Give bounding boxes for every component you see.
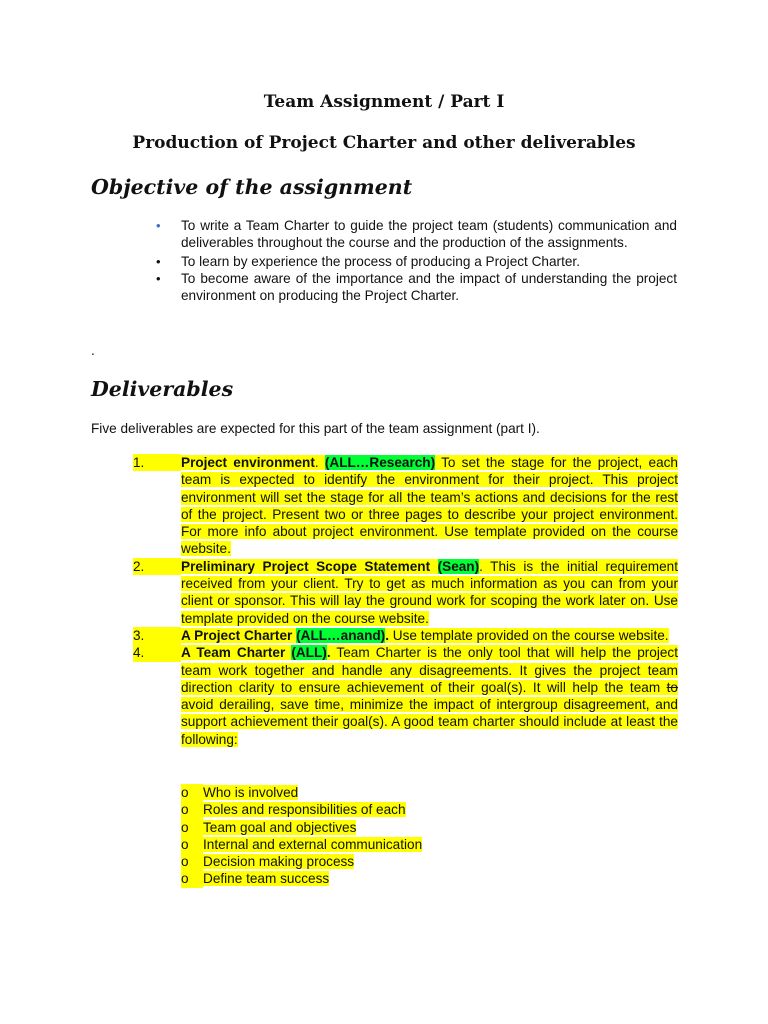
list-item-text: Define team success [203,871,330,887]
deliverable-item [133,454,678,558]
deliverable-title: A Project Charter [181,627,293,643]
list-item [181,870,422,887]
list-item [181,784,422,801]
list-item-text: Decision making process [203,854,355,870]
assignee-tag: (Sean) [437,558,480,574]
stray-period: . [91,343,95,358]
deliverable-description-cont: avoid derailing, save time, minimize the impact of intergroup disagreement, and support achievement their goal(s). A good team charter should include at least the following: [181,697,678,747]
deliverable-title: Preliminary Project Scope Statement [181,558,431,574]
deliverable-separator: . [314,455,325,470]
deliverables-intro: Five deliverables are expected for this part of the team assignment (part I). [91,421,540,436]
objective-item [151,270,677,304]
assignment-title: Team Assignment / Part I [263,92,505,112]
deliverable-separator [430,559,437,574]
circle-bullet-icon [181,853,203,870]
struck-text: to [666,679,678,695]
assignee-tag: (ALL…anand) [296,627,386,643]
objectives-list [151,217,677,304]
deliverable-number: 4. [133,644,181,661]
deliverable-description: Team Charter is the only tool that will help the project team work together and handle any disagreements. It gives the project team direction clarity to ensure achievement of their goal(s). It will help the team [181,645,678,695]
team-charter-items [181,784,422,888]
deliverables-heading: Deliverables [91,377,234,401]
deliverables-list [133,454,678,748]
list-item [181,801,422,818]
deliverable-item [133,644,678,748]
objective-text: To become aware of the importance and the impact of understanding the project environment on producing the Project Charter. [181,271,677,303]
bullet-icon: • [156,218,161,233]
list-item [181,819,422,836]
deliverable-number: 1. [133,454,181,471]
objective-item [151,217,677,251]
list-item [181,836,422,853]
deliverable-description: To set the stage for the project, each team is expected to identify the environment for their project. This project environment will set the stage for all the team’s actions and decisions for the rest of the project. Present two or three pages to describe your project environment. For more info about project environment. Use template provided on the course website. [181,455,678,557]
assignee-tag: (ALL) [291,645,327,661]
assignment-subtitle: Production of Project Charter and other deliverables [132,133,636,153]
assignee-tag: (ALL…Research) [324,455,436,470]
deliverable-number: 3. [133,627,181,644]
deliverable-item [133,558,678,627]
deliverable-title: Project environment [181,455,315,470]
deliverable-number: 2. [133,558,181,575]
list-item-text: Roles and responsibilities of each [203,802,406,818]
list-item-text: Who is involved [203,785,299,800]
deliverable-description: . This is the initial requirement received from your client. Try to get as much information as you can from your client or sponsor. This will lay the ground work for scoping the work later on. Use template provided on the course website. [181,558,678,626]
circle-bullet-icon [181,784,203,801]
objective-item [151,253,677,270]
list-item-text: Team goal and objectives [203,819,357,835]
objective-text: To learn by experience the process of producing a Project Charter. [181,254,580,269]
list-item-text: Internal and external communication [203,836,423,852]
deliverable-title: A Team Charter [181,645,286,661]
circle-bullet-icon [181,870,203,887]
deliverable-description: Use template provided on the course website. [388,627,669,643]
objective-heading: Objective of the assignment [91,175,413,199]
deliverable-item [133,627,678,644]
list-item [181,853,422,870]
objective-text: To write a Team Charter to guide the project team (students) communication and deliverables throughout the course and the production of the assignments. [181,218,677,250]
circle-bullet-icon [181,836,203,853]
bullet-icon: • [156,271,161,286]
circle-bullet-icon [181,801,203,818]
bullet-icon: • [156,254,161,269]
circle-bullet-icon [181,819,203,836]
deliverable-period: . [385,627,389,643]
deliverable-period: . [326,645,331,661]
